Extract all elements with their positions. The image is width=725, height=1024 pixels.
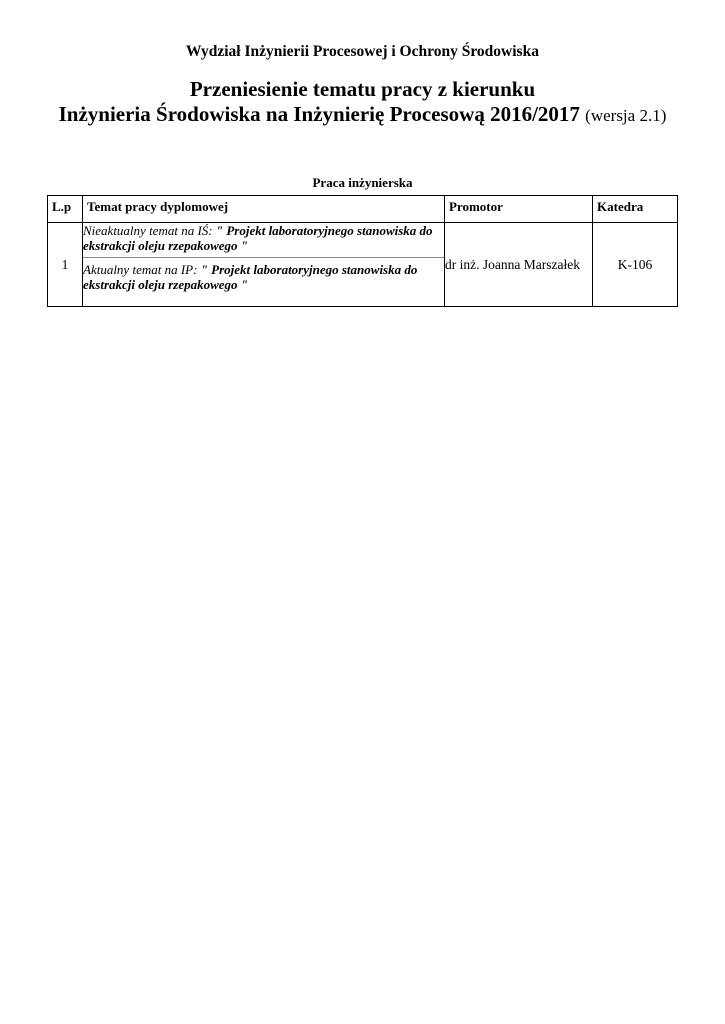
header-lp: L.p xyxy=(48,196,83,223)
old-topic xyxy=(83,223,444,253)
header-topic: Temat pracy dyplomowej xyxy=(83,196,445,223)
faculty-name: Wydział Inżynierii Procesowej i Ochrony Środowiska xyxy=(186,43,539,60)
title-line-2-text: Inżynieria Środowiska na Inżynierię Procesową 2016/2017 xyxy=(58,102,580,126)
topic-separator xyxy=(83,257,444,258)
row-topic xyxy=(83,223,445,307)
row-department: K-106 xyxy=(593,223,678,307)
old-topic-title: " Projekt laboratoryjnego stanowiska do ekstrakcji oleju rzepakowego " xyxy=(83,223,433,253)
section-label: Praca inżynierska xyxy=(312,175,413,190)
new-topic xyxy=(83,262,444,292)
thesis-table xyxy=(47,195,678,307)
title-line-2 xyxy=(0,102,725,128)
header-promoter: Promotor xyxy=(445,196,593,223)
title-line-1: Przeniesienie tematu pracy z kierunku xyxy=(189,77,536,101)
row-promoter: dr inż. Joanna Marszałek xyxy=(445,223,593,307)
old-topic-prefix: Nieaktualny temat na IŚ: xyxy=(83,223,213,238)
document-title xyxy=(0,77,725,128)
version-label: (wersja 2.1) xyxy=(585,106,667,125)
new-topic-prefix: Aktualny temat na IP: xyxy=(83,262,198,277)
header-department: Katedra xyxy=(593,196,678,223)
new-topic-title: " Projekt laboratoryjnego stanowiska do ekstrakcji oleju rzepakowego " xyxy=(83,262,418,292)
table-header-row xyxy=(48,196,678,223)
table-row xyxy=(48,223,678,307)
row-lp: 1 xyxy=(48,223,83,307)
